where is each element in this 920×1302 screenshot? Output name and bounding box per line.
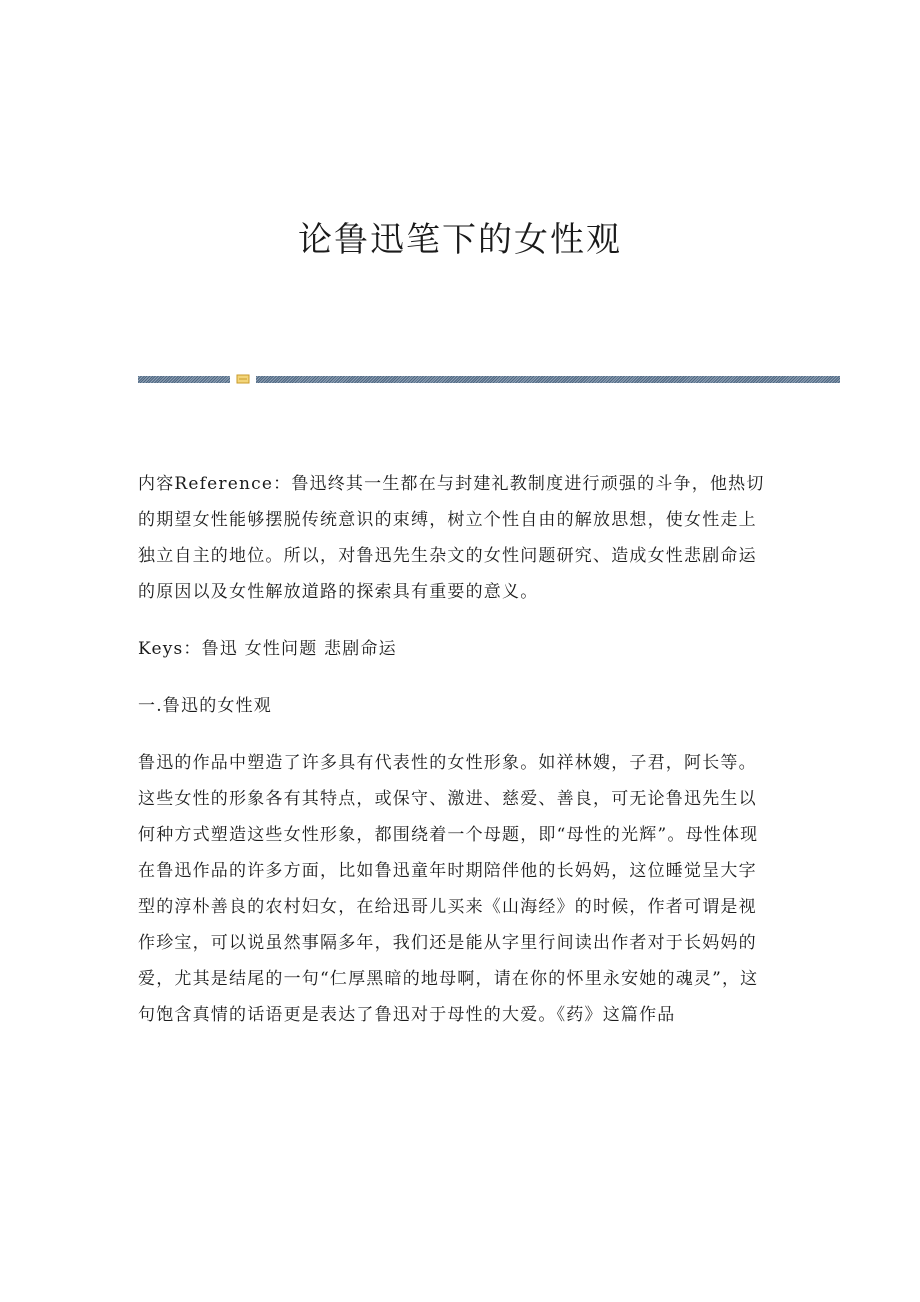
divider-bar-left [138, 376, 230, 383]
section-heading: 一.鲁迅的女性观 [138, 696, 273, 716]
keywords-line: Keys：鲁迅 女性问题 悲剧命运 [138, 639, 397, 659]
document-body [138, 466, 772, 1033]
title-divider [138, 374, 840, 384]
abstract-paragraph: 内容Reference：鲁迅终其一生都在与封建礼教制度进行顽强的斗争，他热切的期望女性能够摆脱传统意识的束缚，树立个性自由的解放思想，使女性走上独立自主的地位。所以，对鲁迅先生杂文的女性问题研究、造成女性悲剧命运的原因以及女性解放道路的探索具有重要的意义。 [138, 474, 765, 602]
divider-ornament-icon [236, 374, 250, 384]
document-title: 论鲁迅笔下的女性观 [298, 220, 622, 260]
divider-bar-right [256, 376, 840, 383]
body-paragraph: 鲁迅的作品中塑造了许多具有代表性的女性形象。如祥林嫂，子君，阿长等。这些女性的形象各有其特点，或保守、激进、慈爱、善良，可无论鲁迅先生以何种方式塑造这些女性形象，都围绕着一个母题，即“母性的光辉”。母性体现在鲁迅作品的许多方面，比如鲁迅童年时期陪伴他的长妈妈，这位睡觉呈大字型的淳朴善良的农村妇女，在给迅哥儿买来《山海经》的时候，作者可谓是视作珍宝，可以说虽然事隔多年，我们还是能从字里行间读出作者对于长妈妈的爱，尤其是结尾的一句“仁厚黑暗的地母啊，请在你的怀里永安她的魂灵”，这句饱含真情的话语更是表达了鲁迅对于母性的大爱。《药》这篇作品 [138, 753, 759, 1025]
